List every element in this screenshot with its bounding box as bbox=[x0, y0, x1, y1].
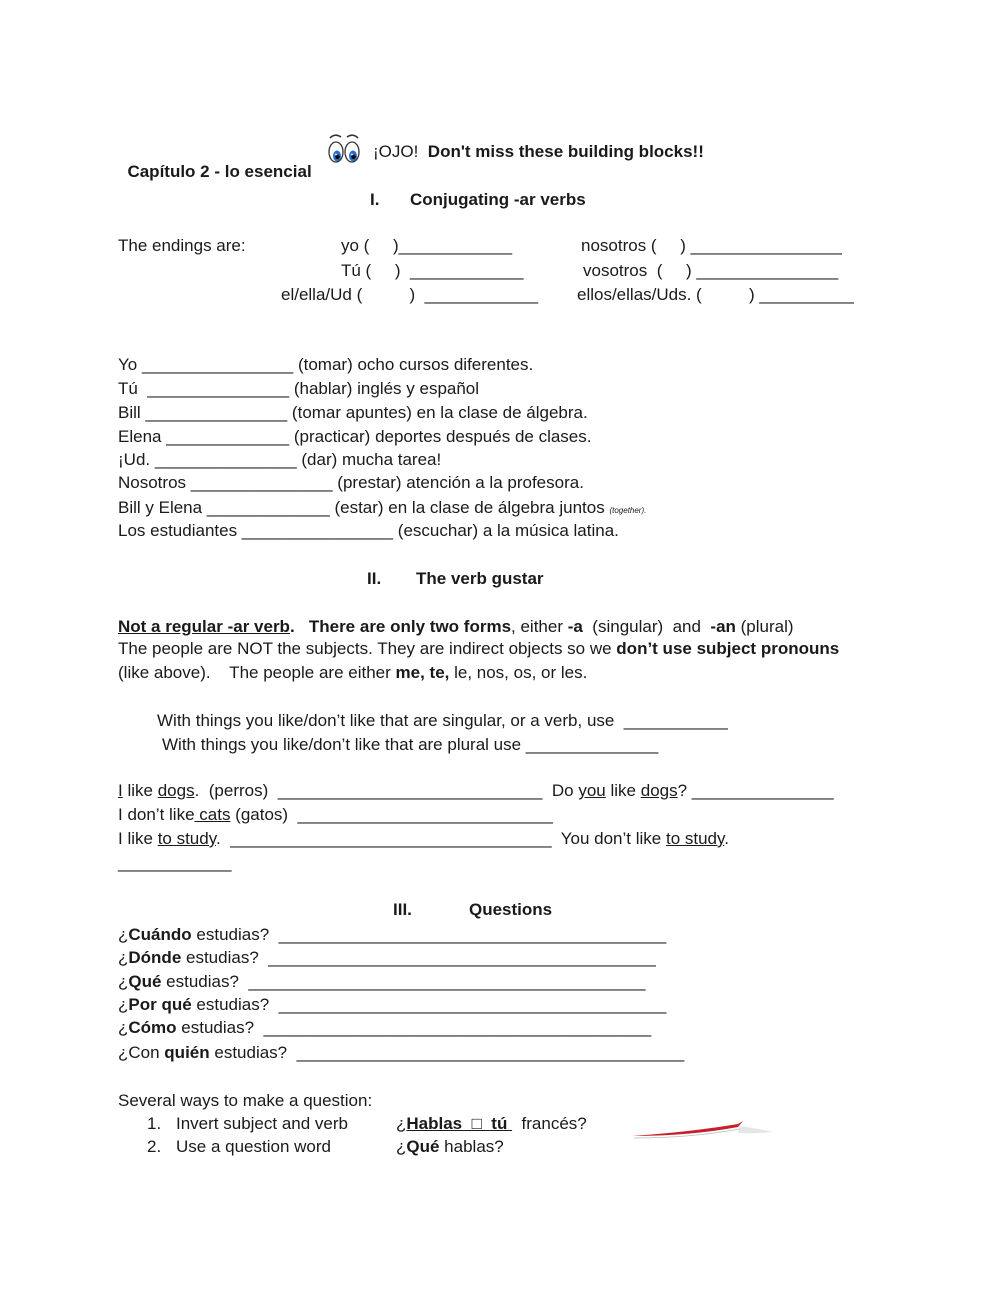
gustar-paragraph-2: The people are NOT the subjects. They are indirect objects so we don’t use subject pronouns bbox=[118, 639, 840, 658]
question-con-quien: ¿Con quién estudias? _________________________________________ bbox=[118, 1043, 685, 1062]
ending-tu: Tú ( ) ____________ bbox=[341, 261, 524, 280]
example-dogs: I like dogs. (perros) ____________________________ Do you like dogs? _______________ bbox=[118, 781, 834, 800]
sentence-6: Nosotros _______________ (prestar) atención a la profesora. bbox=[118, 473, 584, 492]
sentence-2: Tú _______________ (hablar) inglés y español bbox=[118, 379, 480, 398]
example-cats: I don’t like cats (gatos) ___________________________ bbox=[118, 805, 553, 824]
eyes-icon bbox=[327, 132, 361, 164]
section-1-heading: I. Conjugating -ar verbs bbox=[370, 190, 586, 209]
ending-ellos-ellas-uds: ellos/ellas/Uds. ( ) __________ bbox=[577, 285, 854, 304]
endings-label: The endings are: bbox=[118, 236, 246, 255]
ending-nosotros: nosotros ( ) ________________ bbox=[581, 236, 842, 255]
ending-el-ella-ud: el/ella/Ud ( ) ____________ bbox=[281, 285, 539, 304]
section-3-heading: III. Questions bbox=[393, 900, 553, 919]
example-study: I like to study. __________________________________ You don’t like to study. bbox=[118, 829, 729, 848]
way-1: 1. Invert subject and verb ¿Hablas □ tú francés? bbox=[147, 1114, 587, 1133]
sentence-4: Elena _____________ (practicar) deportes después de clases. bbox=[118, 427, 592, 446]
way-2: 2. Use a question word ¿Qué hablas? bbox=[147, 1137, 504, 1156]
sentence-3: Bill _______________ (tomar apuntes) en la clase de álgebra. bbox=[118, 403, 588, 422]
ending-vosotros: vosotros ( ) _______________ bbox=[583, 261, 839, 280]
plural-rule-line: With things you like/don’t like that are plural use ______________ bbox=[162, 735, 659, 754]
together-note: (together). bbox=[609, 506, 647, 515]
sentence-7: Bill y Elena _____________ (estar) en la clase de álgebra juntos (together). bbox=[118, 498, 647, 517]
sentence-1: Yo ________________ (tomar) ocho cursos diferentes. bbox=[118, 355, 534, 374]
question-cuando: ¿Cuándo estudias? _________________________________________ bbox=[118, 925, 667, 944]
question-donde: ¿Dónde estudias? _________________________________________ bbox=[118, 948, 656, 967]
sentence-8: Los estudiantes ________________ (escuchar) a la música latina. bbox=[118, 521, 619, 540]
question-por-que: ¿Por qué estudias? _________________________________________ bbox=[118, 995, 667, 1014]
red-swoosh-image bbox=[630, 1112, 775, 1142]
question-como: ¿Cómo estudias? _________________________________________ bbox=[118, 1018, 652, 1037]
gustar-paragraph-3: (like above). The people are either me, te, le, nos, os, or les. bbox=[118, 663, 588, 682]
ending-yo: yo ( )____________ bbox=[341, 236, 513, 255]
singular-rule-line: With things you like/don’t like that are singular, or a verb, use ___________ bbox=[157, 711, 728, 730]
page-title: Capítulo 2 - lo esencial bbox=[127, 162, 312, 181]
sentence-5: ¡Ud. _______________ (dar) mucha tarea! bbox=[118, 450, 442, 469]
example-study-blank: ____________ bbox=[118, 853, 232, 872]
question-que: ¿Qué estudias? __________________________________________ bbox=[118, 972, 646, 991]
section-2-heading: II. The verb gustar bbox=[367, 569, 544, 588]
gustar-paragraph-1: Not a regular -ar verb. There are only two forms, either -a (singular) and -an (plural) bbox=[118, 617, 794, 636]
header-tagline: ¡OJO! Don't miss these building blocks!! bbox=[373, 142, 704, 161]
ways-intro: Several ways to make a question: bbox=[118, 1091, 373, 1110]
